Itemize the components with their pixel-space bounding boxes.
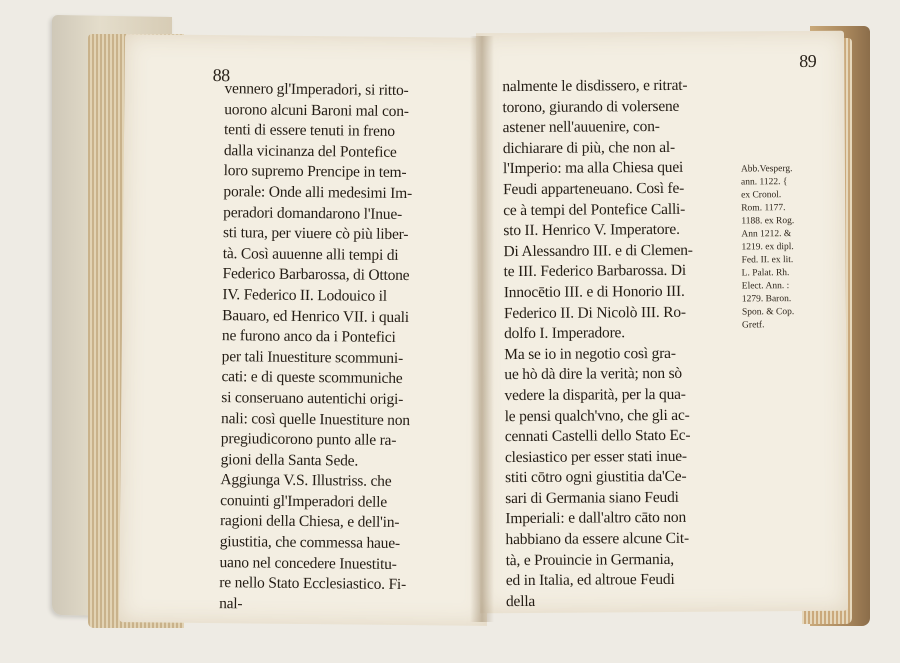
text-line: habbiano da essere alcune Cit- <box>505 529 689 549</box>
text-line: cennati Castelli dello Stato Ec- <box>504 426 691 446</box>
text-line: uorono alcuni Baroni mal con- <box>224 100 409 120</box>
text-line: cati: e di queste scommuniche <box>221 368 403 388</box>
text-line: peradori domandarono l'Inue- <box>223 203 403 223</box>
text-line: Bauaro, ed Henrico VII. i quali <box>222 306 410 326</box>
open-book <box>52 12 870 638</box>
margin-note-line: 1219. ex dipl. <box>741 242 794 253</box>
text-line: IV. Federico II. Lodouico il <box>222 286 388 305</box>
text-line: sto II. Henrico V. Imperatore. <box>503 221 680 240</box>
text-line: della <box>505 592 536 610</box>
text-line: nali: così quelle Inuestiture non <box>220 409 410 429</box>
text-line: ed in Italia, ed altroue Feudi <box>505 571 675 590</box>
text-line: dolfo I. Imperadore. <box>504 324 625 343</box>
margin-note-line: ex Cronol. <box>741 190 782 201</box>
text-line: pregiudicorono punto alle ra- <box>220 430 397 450</box>
text-line: Ma se io in negotio così gra- <box>504 344 676 363</box>
margin-note-line: L. Palat. Rh. <box>741 268 790 279</box>
right-page <box>476 31 848 614</box>
text-line: ne furono anco da i Pontefici <box>221 327 396 347</box>
text-line: vennero gl'Imperadori, si ritto- <box>224 80 409 100</box>
text-line: Aggiunga V.S. Illustriss. che <box>220 471 392 491</box>
text-line: torono, giurando di volersene <box>502 97 680 116</box>
page-text <box>219 79 413 616</box>
text-line: per tali Inuestiture scommuni- <box>221 347 404 367</box>
text-line: giustitia, che commessa haue- <box>219 533 400 553</box>
margin-note-line: Spon. & Cop. <box>741 307 795 318</box>
margin-note-line: 1188. ex Rog. <box>741 216 795 227</box>
margin-note-line: Elect. Ann. : <box>741 281 790 292</box>
text-line: te III. Federico Barbarossa. Di <box>503 262 687 281</box>
margin-note-line: Fed. II. ex lit. <box>741 255 794 266</box>
text-line: astener nell'auuenire, con- <box>502 118 660 137</box>
text-line: l'Imperio: ma alla Chiesa quei <box>502 159 684 178</box>
margin-note-line: Ann 1212. & <box>741 229 792 240</box>
text-line: sari di Germania siano Feudi <box>505 488 679 507</box>
text-line: Federico Barbarossa, di Ottone <box>222 265 410 285</box>
text-line: tenti di essere tenuti in freno <box>224 121 395 141</box>
margin-note-line: Gretf. <box>741 320 765 331</box>
left-page <box>119 34 493 626</box>
text-line: tà, e Prouincie in Germania, <box>505 550 675 569</box>
text-line: stiti cōtro ogni giustitia da'Ce- <box>505 468 687 487</box>
text-line: nal- <box>219 594 243 613</box>
text-line: si conseruano autentichi origi- <box>221 389 404 408</box>
text-line: re nello Stato Ecclesiastico. Fi- <box>219 574 407 594</box>
text-line: porale: Onde alli medesimi Im- <box>223 183 413 203</box>
text-line: conuinti gl'Imperadori delle <box>220 491 388 511</box>
text-line: dalla vicinanza del Pontefice <box>223 141 397 161</box>
book-gutter <box>470 36 494 622</box>
text-line: Di Alessandro III. e di Clemen- <box>503 241 693 260</box>
margin-note-line: ann. 1122. { <box>740 177 788 188</box>
text-line: tà. Così auuenne alli tempi di <box>222 244 399 264</box>
page-number: 89 <box>799 50 817 72</box>
text-line: Feudi apparteneuano. Così fe- <box>503 179 685 199</box>
text-line: loro supremo Prencipe in tem- <box>223 162 407 182</box>
text-line: uano nel concedere Inuestitu- <box>219 553 397 573</box>
margin-note-line: Rom. 1177. <box>741 203 786 214</box>
text-line: gioni della Santa Sede. <box>220 450 359 470</box>
text-line: vedere la disparità, per la qua- <box>504 385 686 405</box>
page-number: 88 <box>212 65 230 86</box>
text-line: ragioni della Chiesa, e dell'in- <box>219 512 400 532</box>
margin-note <box>741 163 795 332</box>
text-line: ce à tempi del Pontefice Calli- <box>503 200 686 219</box>
page-text <box>502 76 695 613</box>
text-line: dichiarare di più, che non al- <box>502 138 676 157</box>
text-line: Imperiali: e dall'altro cāto non <box>505 509 687 528</box>
text-line: ue hò dà dire la verità; non sò <box>504 365 683 384</box>
text-line: Federico II. Di Nicolò III. Ro- <box>503 303 686 322</box>
text-line: nalmente le disdissero, e ritrat- <box>502 76 688 96</box>
text-line: clesiastico per esser stati inue- <box>504 447 687 466</box>
text-line: sti tura, per viuere cò più liber- <box>222 224 409 244</box>
margin-note-line: Abb.Vesperg. <box>740 164 793 175</box>
text-line: Innocētio III. e di Honorio III. <box>503 282 685 302</box>
text-line: le pensi qualch'vno, che gli ac- <box>504 406 690 425</box>
margin-note-line: 1279. Baron. <box>741 294 792 305</box>
